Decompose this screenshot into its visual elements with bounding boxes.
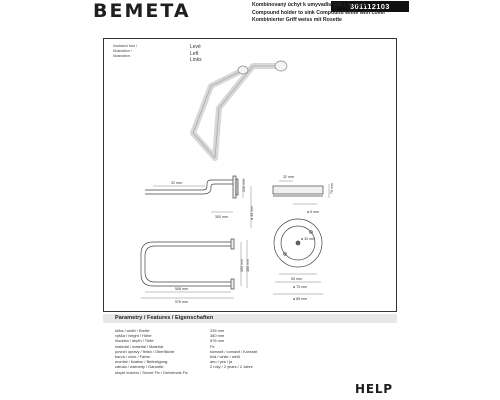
dim-side-length: 32 mm bbox=[171, 181, 182, 185]
param-key: barva / color / Farbe: bbox=[115, 354, 151, 360]
top-view bbox=[141, 239, 234, 289]
title-line-cz: Kombinovaný úchyt k umyvadlu bílé s krytkou bbox=[252, 2, 367, 8]
wall-rosette-1 bbox=[275, 61, 287, 71]
param-key: výška / height / Höhe: bbox=[115, 333, 153, 339]
parameters-heading: Parametry / Features / Eigenschaften bbox=[103, 314, 397, 323]
illustration-label-en: Illustration / bbox=[113, 49, 132, 53]
dim-top-width-outer: 576 mm bbox=[175, 300, 188, 304]
grab-bar-illustration bbox=[193, 66, 281, 158]
illustration-value-de: Links bbox=[190, 57, 202, 63]
dim-side-arm: ø 35 mm bbox=[250, 205, 254, 220]
dim-rosette-side: 70 mm bbox=[330, 183, 334, 194]
dim-top-width-inner: 508 mm bbox=[175, 287, 188, 291]
param-row bbox=[115, 370, 335, 375]
illustration-value-en: Left bbox=[190, 50, 199, 57]
side-view bbox=[145, 176, 238, 198]
illustration-label-cz: Ilustrační foto / bbox=[113, 44, 138, 48]
dim-side-depth: 300 mm bbox=[215, 215, 228, 219]
rosette-side-view bbox=[273, 186, 323, 196]
dim-rosette-d75: ø 75 mm bbox=[293, 285, 308, 289]
param-value: bílá / white / weiß bbox=[210, 354, 241, 360]
title-line-de: Kombinierter Griff weiss mit Rosette bbox=[252, 17, 342, 24]
param-value: ano / yes / ja bbox=[210, 359, 233, 365]
wall-rosette-2 bbox=[238, 66, 248, 74]
dim-rosette-small: ø 6 mm bbox=[307, 210, 320, 214]
param-value: 380 mm bbox=[210, 333, 225, 339]
dim-rosette-d85: ø 85 mm bbox=[293, 297, 308, 301]
illustration-value-cz: Levé bbox=[190, 44, 201, 50]
illustration-label-de: Illustration: bbox=[113, 54, 131, 58]
help-label: HELP bbox=[355, 382, 393, 396]
title-line-en: Compound holder to sink Compound white with cover bbox=[252, 9, 386, 16]
param-value: 235 mm bbox=[210, 328, 225, 333]
parameters-table bbox=[115, 328, 335, 375]
param-key: skryté kotvení / Secret Fix / Geheimnis Fix bbox=[115, 369, 188, 375]
param-value: Fe bbox=[210, 343, 215, 349]
product-code-badge: 301112103 bbox=[331, 1, 409, 12]
param-key: materiál / material / Material: bbox=[115, 343, 165, 349]
param-value bbox=[210, 370, 335, 375]
param-key: povrch úpravy / finish / Oberfläche: bbox=[115, 348, 176, 354]
param-value: 576 mm bbox=[210, 338, 225, 344]
param-key: hloubka / depth / Tiefe: bbox=[115, 338, 155, 344]
param-key: záruka / warranty / Garantie: bbox=[115, 364, 165, 370]
dim-rosette-pitch: 55 mm bbox=[291, 277, 302, 281]
technical-drawing bbox=[103, 38, 397, 312]
param-value: 2 roky / 2 years / 2 Jahre bbox=[210, 364, 253, 370]
brand-logo: BEMETA bbox=[93, 0, 191, 22]
dim-rosette-inner: ø 30 mm bbox=[301, 237, 316, 241]
param-key: šířka / width / Breite: bbox=[115, 328, 151, 333]
dim-side-height: 140 mm bbox=[242, 179, 246, 192]
product-title bbox=[252, 2, 422, 25]
dim-rosette-top: 32 mm bbox=[283, 175, 294, 179]
param-value: komaxit / comaxit / Komaxit bbox=[210, 348, 258, 354]
dim-top-outer: 380 mm bbox=[246, 259, 250, 272]
rosette-front-view bbox=[274, 219, 322, 267]
dim-top-inner: 300 mm bbox=[240, 259, 244, 272]
param-key: montáž / fixation / Befestigung: bbox=[115, 359, 169, 365]
